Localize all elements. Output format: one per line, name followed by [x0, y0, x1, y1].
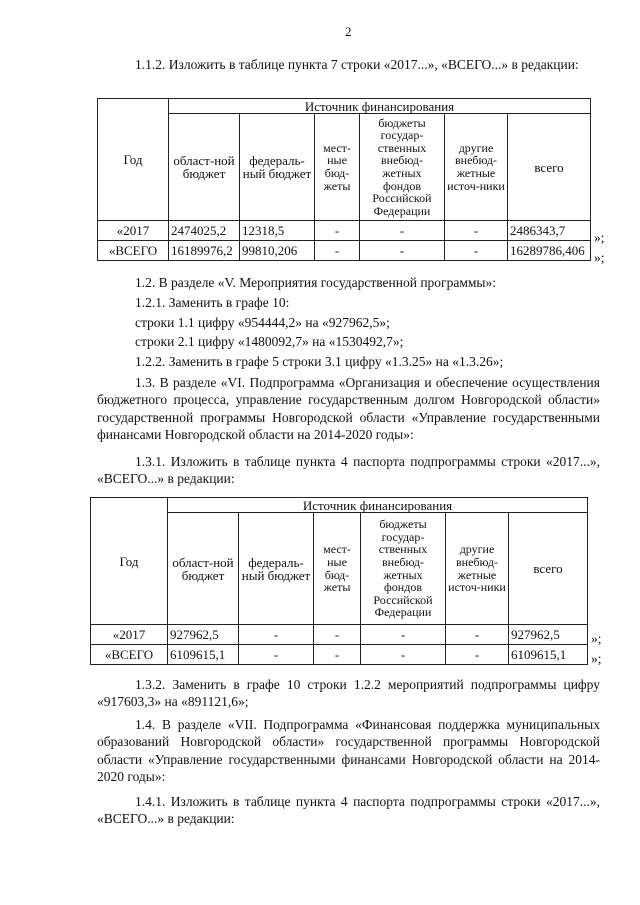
col-federal: федераль-ный бюджет [239, 513, 314, 625]
table-row [91, 625, 588, 645]
col-local: мест-ные бюд-жеты [315, 114, 360, 221]
value-cell: 6109615,1 [168, 645, 239, 665]
line-row-1-1: строки 1.1 цифру «954444,2» на «927962,5»; [135, 315, 390, 330]
value-cell: - [315, 241, 360, 261]
year-header: Год [91, 498, 168, 625]
col-funds: бюджеты государ-ственных внебюд-жетных фондов Российской Федерации [360, 114, 445, 221]
year-cell: «ВСЕГО [98, 241, 169, 261]
paragraph-1-3-2: 1.3.2. Заменить в графе 10 строки 1.2.2 мероприятий подпрограммы цифру «917603,3» на «891121,6»; [97, 677, 600, 710]
value-cell: - [314, 625, 361, 645]
value-cell: 12318,5 [240, 221, 315, 241]
financing-table-1 [97, 98, 591, 261]
year-cell: «2017 [91, 625, 168, 645]
page-number: 2 [345, 24, 352, 39]
value-cell: 927962,5 [509, 625, 588, 645]
table-row [98, 241, 591, 261]
value-cell: - [445, 241, 508, 261]
col-total: всего [509, 513, 588, 625]
col-funds: бюджеты государ-ственных внебюд-жетных фондов Российской Федерации [361, 513, 446, 625]
financing-table-2 [90, 497, 588, 665]
paragraph-1-4-1: 1.4.1. Изложить в таблице пункта 4 паспорта подпрограммы строки «2017...», «ВСЕГО...» в редакции: [97, 794, 600, 827]
col-regional: област-ной бюджет [168, 513, 239, 625]
value-cell: - [239, 625, 314, 645]
table-row [98, 221, 591, 241]
line-row-2-1: строки 2.1 цифру «1480092,7» на «1530492,7»; [135, 334, 404, 349]
value-cell: - [361, 645, 446, 665]
line-1-2-2: 1.2.2. Заменить в графе 5 строки 3.1 цифру «1.3.25» на «1.3.26»; [135, 354, 504, 369]
col-other: другие внебюд-жетные источ-ники [446, 513, 509, 625]
year-cell: «ВСЕГО [91, 645, 168, 665]
col-local: мест-ные бюд-жеты [314, 513, 361, 625]
value-cell: - [360, 241, 445, 261]
source-header: Источник финансирования [169, 99, 591, 114]
value-cell: - [315, 221, 360, 241]
value-cell: - [445, 221, 508, 241]
paragraph-1-3-1: 1.3.1. Изложить в таблице пункта 4 паспорта подпрограммы строки «2017...», «ВСЕГО...» в редакции: [97, 454, 600, 487]
value-cell: 99810,206 [240, 241, 315, 261]
value-cell: - [360, 221, 445, 241]
value-cell: - [361, 625, 446, 645]
col-federal: федераль-ный бюджет [240, 114, 315, 221]
line-1-2-1: 1.2.1. Заменить в графе 10: [135, 295, 290, 310]
paragraph-1-3: 1.3. В разделе «VI. Подпрограмма «Организация и обеспечение осуществления бюджетного процесса, управление государственным долгом Новгородской области» государственной программы Новгородской области «Управление государственными финансами Новгородской области на 2014-2020 годы»: [97, 375, 600, 442]
value-cell: 2474025,2 [169, 221, 240, 241]
value-cell: - [239, 645, 314, 665]
value-cell: - [314, 645, 361, 665]
source-header: Источник финансирования [168, 498, 588, 513]
line-1-2: 1.2. В разделе «V. Мероприятия государственной программы»: [135, 275, 496, 290]
table-row [91, 645, 588, 665]
row-closing-mark: »; [594, 230, 605, 245]
value-cell: - [446, 645, 509, 665]
row-closing-mark: »; [591, 651, 602, 666]
value-cell: 2486343,7 [508, 221, 591, 241]
row-closing-mark: »; [594, 250, 605, 265]
col-total: всего [508, 114, 591, 221]
value-cell: 16289786,406 [508, 241, 591, 261]
value-cell: 6109615,1 [509, 645, 588, 665]
year-cell: «2017 [98, 221, 169, 241]
col-regional: област-ной бюджет [169, 114, 240, 221]
paragraph-1-1-2: 1.1.2. Изложить в таблице пункта 7 строки «2017...», «ВСЕГО...» в редакции: [135, 57, 579, 72]
value-cell: - [446, 625, 509, 645]
year-header: Год [98, 99, 169, 221]
value-cell: 927962,5 [168, 625, 239, 645]
paragraph-1-4: 1.4. В разделе «VII. Подпрограмма «Финансовая поддержка муниципальных образований Новгородской области» государственной программы Новгородской области «Управление государственными финансами Новгородской области на 2014-2020 годы»: [97, 717, 600, 784]
value-cell: 16189976,2 [169, 241, 240, 261]
row-closing-mark: »; [591, 631, 602, 646]
col-other: другие внебюд-жетные источ-ники [445, 114, 508, 221]
